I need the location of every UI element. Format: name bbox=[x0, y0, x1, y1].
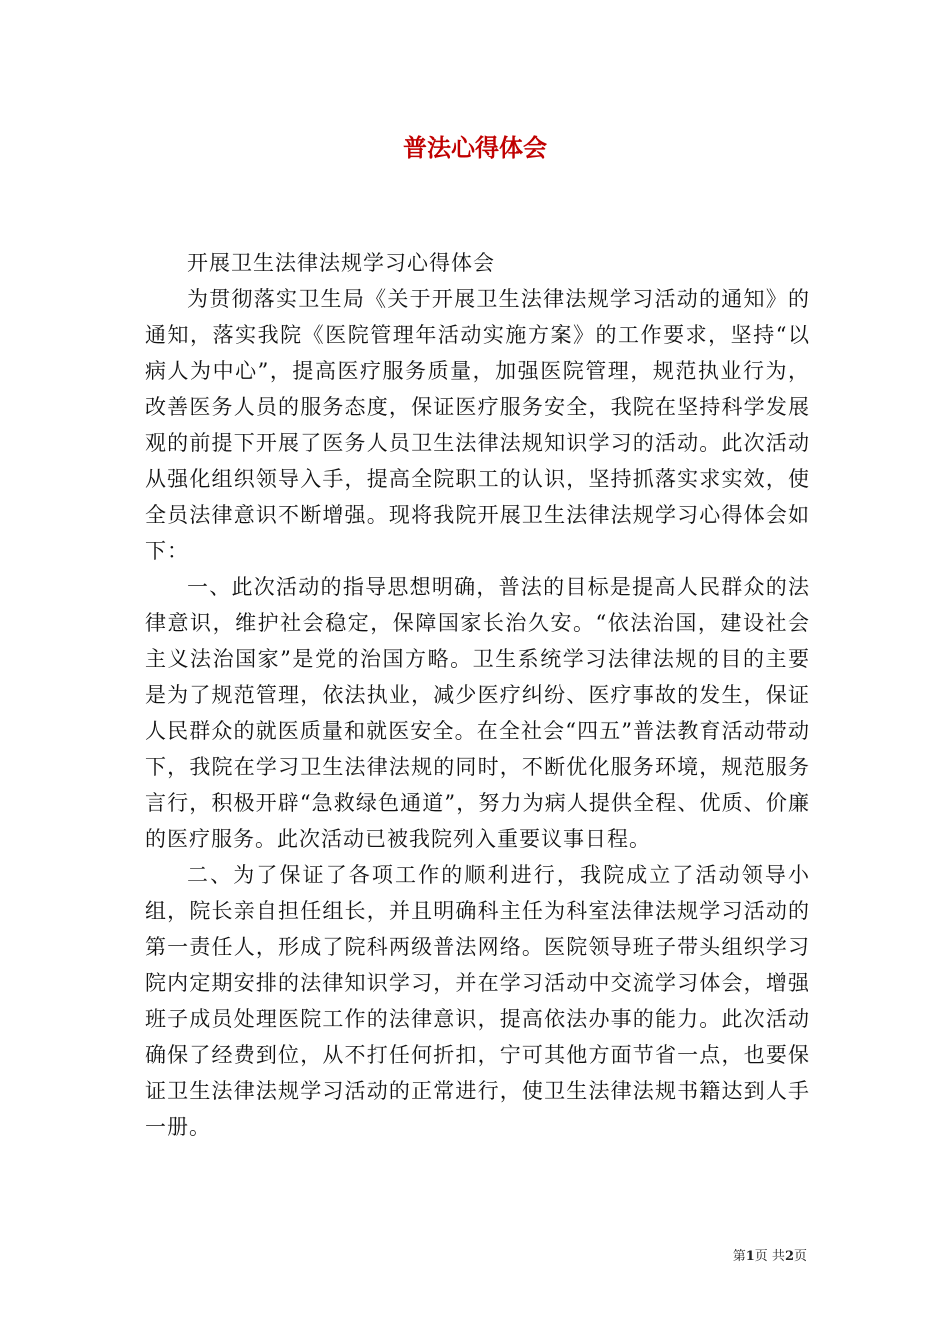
total-pages: 2 bbox=[784, 1249, 794, 1264]
page-number bbox=[733, 1248, 807, 1266]
paragraph-section-two: 二、为了保证了各项工作的顺利进行，我院成立了活动领导小组，院长亲自担任组长，并且明确科主任为科室法律法规学习活动的第一责任人，形成了院科两级普法网络。医院领导班子带头组织学习院内定期安排的法律知识学习，并在学习活动中交流学习体会，增强班子成员处理医院工作的法律意识，提高依法办事的能力。此次活动确保了经费到位，从不打任何折扣，宁可其他方面节省一点，也要保证卫生法律法规学习活动的正常进行，使卫生法律法规书籍达到人手一册。 bbox=[145, 863, 810, 1139]
page-prefix: 第 bbox=[732, 1249, 746, 1264]
document-body bbox=[145, 245, 810, 1145]
page-suffix: 页 bbox=[793, 1249, 807, 1264]
document-title: 普法心得体会 bbox=[403, 133, 547, 162]
current-page: 1 bbox=[745, 1249, 755, 1264]
paragraph-subtitle: 开展卫生法律法规学习心得体会 bbox=[187, 251, 495, 275]
paragraph-section-one: 一、此次活动的指导思想明确，普法的目标是提高人民群众的法律意识，维护社会稳定，保障国家长治久安。“依法治国，建设社会主义法治国家”是党的治国方略。卫生系统学习法律法规的目的主要是为了规范管理，依法执业，减少医疗纠纷、医疗事故的发生，保证人民群众的就医质量和就医安全。在全社会“四五”普法教育活动带动下，我院在学习卫生法律法规的同时，不断优化服务环境，规范服务言行，积极开辟“急救绿色通道”，努力为病人提供全程、优质、价廉的医疗服务。此次活动已被我院列入重要议事日程。 bbox=[145, 575, 810, 851]
paragraph-intro: 为贯彻落实卫生局《关于开展卫生法律法规学习活动的通知》的通知，落实我院《医院管理年活动实施方案》的工作要求，坚持“以病人为中心”，提高医疗服务质量，加强医院管理，规范执业行为，改善医务人员的服务态度，保证医疗服务安全，我院在坚持科学发展观的前提下开展了医务人员卫生法律法规知识学习的活动。此次活动从强化组织领导入手，提高全院职工的认识，坚持抓落实求实效，使全员法律意识不断增强。现将我院开展卫生法律法规学习心得体会如下： bbox=[145, 287, 810, 563]
page-middle: 页 共 bbox=[754, 1249, 785, 1264]
